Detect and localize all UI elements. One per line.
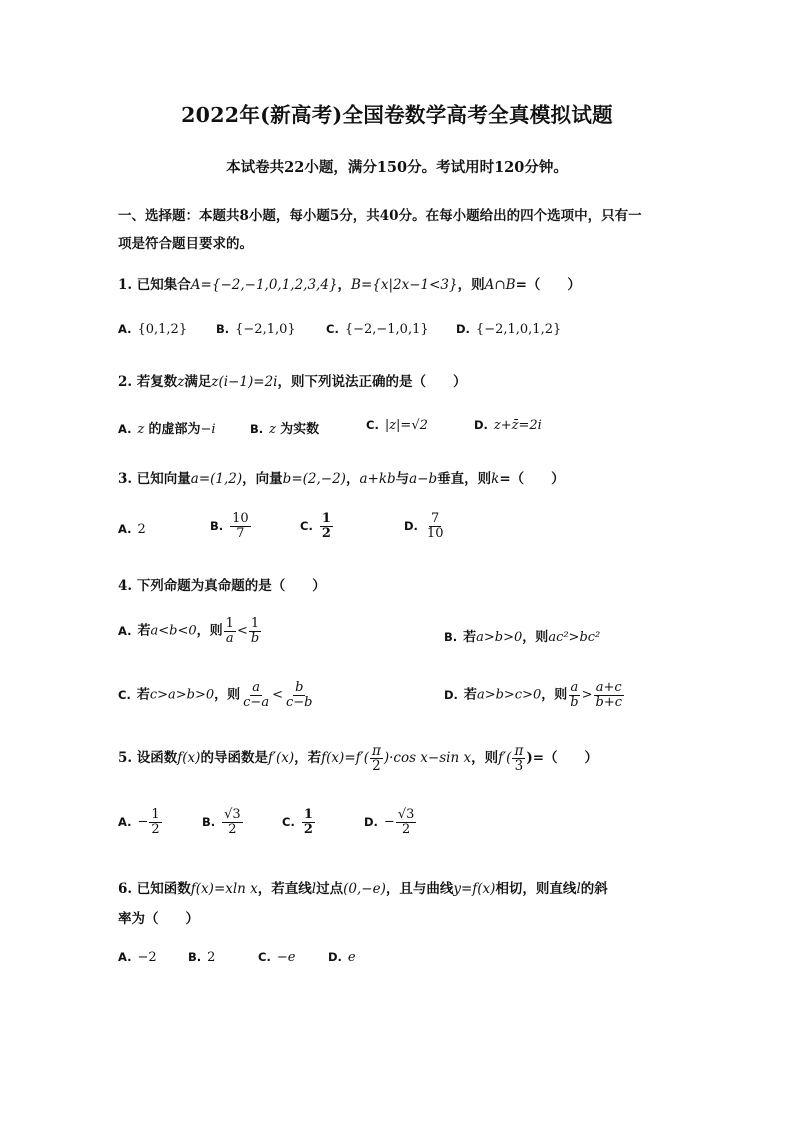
question-text: 已知集合 — [136, 277, 191, 293]
question-text: 垂直，则 — [437, 471, 492, 487]
q3-option-b: B. $\frac{10}{7}$ — [210, 511, 249, 541]
exam-info: 本试卷共22小题，满分150分。考试用时120分钟。 — [226, 159, 568, 176]
pi: π — [514, 743, 524, 759]
denominator: 3 — [514, 758, 524, 775]
question-text: 过点 — [316, 881, 344, 897]
vector-a: a=(1,2) — [190, 471, 243, 487]
page-title: 2022年(新高考)全国卷数学高考全真模拟试题 — [181, 103, 613, 127]
q1-option-c: C. {−2,−1,0,1} — [326, 322, 429, 337]
section-heading-line-1: 一、选择题：本题共8小题，每小题5分，共40分。在每小题给出的四个选项中，只有一 — [118, 208, 642, 224]
question-text: 满足 — [184, 374, 212, 390]
pi: π — [371, 743, 381, 759]
question-text: 与 — [395, 471, 410, 487]
q3-option-a: A. 2 — [118, 522, 146, 537]
expression: a−b — [409, 471, 438, 487]
equation: )·cos x−sin x — [383, 750, 472, 767]
question-text: ，则 — [471, 750, 499, 767]
q1-option-a: A. {0,1,2} — [118, 322, 188, 337]
section-heading-line-2: 项是符合题目要求的。 — [118, 236, 253, 252]
q5-option-b: B. $\frac{√3}{2}$ — [202, 807, 241, 837]
fraction: $\frac{1}{2}$ — [321, 511, 331, 541]
question-1 — [118, 273, 581, 293]
question-number: 4. — [118, 578, 133, 594]
question-3 — [118, 467, 565, 487]
q4-option-a: A. 若a<b<0，则 $\frac{1}{a}$ < $\frac{1}{b}$ — [118, 616, 260, 646]
derivative: f′(x) — [267, 750, 295, 767]
question-text: =（ ） — [499, 471, 565, 487]
question-number: 3. — [118, 471, 133, 487]
function: f(x)=xln x — [190, 881, 258, 897]
question-text: 相切，则直线 — [495, 881, 577, 897]
q4-option-d: D. 若a>b>c>0，则 $\frac{a}{b}$ > $\frac{a+c}{b+c}$ — [444, 680, 622, 710]
vector-b: b=(2,−2) — [282, 471, 346, 487]
question-2 — [118, 370, 467, 390]
q2-option-a: A. z 的虚部为−i — [118, 422, 216, 437]
question-text: ，若 — [294, 750, 322, 767]
question-6-line-2: 率为（ ） — [118, 911, 199, 927]
q1-option-d: D. {−2,1,0,1,2} — [456, 322, 562, 337]
question-4 — [118, 574, 326, 594]
derivative: f′( — [498, 750, 512, 767]
question-text: 已知向量 — [136, 471, 191, 487]
q6-option-d: D. e — [328, 950, 356, 965]
question-text: ，则 — [457, 277, 485, 293]
q2-option-b: B. z 为实数 — [250, 422, 320, 437]
point: (0,−e) — [343, 881, 386, 897]
variable: l — [576, 881, 581, 897]
q5-option-c: C. $\frac{1}{2}$ — [282, 807, 313, 837]
q3-option-c: C. $\frac{1}{2}$ — [300, 511, 331, 541]
question-5 — [118, 744, 598, 773]
equation: z(i−1)=2i — [211, 374, 278, 390]
q4-option-c: C. 若c>a>b>0，则 $\frac{a}{c-a}$ < $\frac{b}{c-b}$ — [118, 680, 313, 710]
q5-option-a: A. − $\frac{1}{2}$ — [118, 807, 160, 837]
q3-option-d: D. $\frac{7}{10}$ — [404, 511, 444, 541]
q5-option-d: D. − $\frac{√3}{2}$ — [364, 807, 415, 837]
variable: k — [491, 471, 500, 487]
question-number: 6. — [118, 881, 133, 897]
question-text: 下列命题为真命题的是（ ） — [136, 578, 326, 594]
equation: f(x)=f′( — [321, 750, 369, 767]
question-text: 的斜 — [580, 881, 608, 897]
expression: a+kb — [359, 471, 396, 487]
variable: l — [311, 881, 317, 897]
question-text: )=（ ） — [526, 750, 599, 767]
question-6 — [118, 877, 608, 897]
function: f(x) — [177, 750, 201, 767]
question-text: 已知函数 — [136, 881, 191, 897]
set-a: A={−2,−1,0,1,2,3,4} — [190, 277, 338, 293]
q2-option-d: D. z+z̄=2i — [474, 418, 542, 433]
question-text: =（ ） — [515, 277, 581, 293]
question-text: ，则下列说法正确的是（ ） — [277, 374, 467, 390]
fraction: $\frac{10}{7}$ — [232, 511, 249, 541]
question-text: 若复数 — [136, 374, 178, 390]
question-text: 设函数 — [136, 750, 178, 767]
question-text: ，若直线 — [257, 881, 312, 897]
curve: y=f(x) — [453, 881, 496, 897]
set-b: B={x|2x−1<3} — [351, 277, 458, 293]
question-number: 2. — [118, 374, 133, 390]
q6-option-c: C. −e — [258, 950, 296, 965]
q1-option-b: B. {−2,1,0} — [216, 322, 296, 337]
question-text: ，且与曲线 — [385, 881, 454, 897]
variable: z — [177, 374, 185, 390]
q6-option-a: A. −2 — [118, 950, 157, 965]
question-text: ，向量 — [242, 471, 283, 487]
question-number: 1. — [118, 277, 133, 293]
question-text: 的导函数是 — [200, 750, 268, 767]
q2-option-c: C. |z|=√2 — [366, 418, 428, 433]
separator: ， — [337, 277, 352, 293]
fraction: $\frac{7}{10}$ — [426, 511, 444, 541]
q4-option-b: B. 若a>b>0，则ac²>bc² — [444, 630, 601, 645]
expression: A∩B — [484, 277, 516, 293]
separator: ， — [345, 471, 360, 487]
question-number: 5. — [118, 750, 133, 767]
q6-option-b: B. 2 — [188, 950, 216, 965]
denominator: 2 — [372, 758, 381, 775]
